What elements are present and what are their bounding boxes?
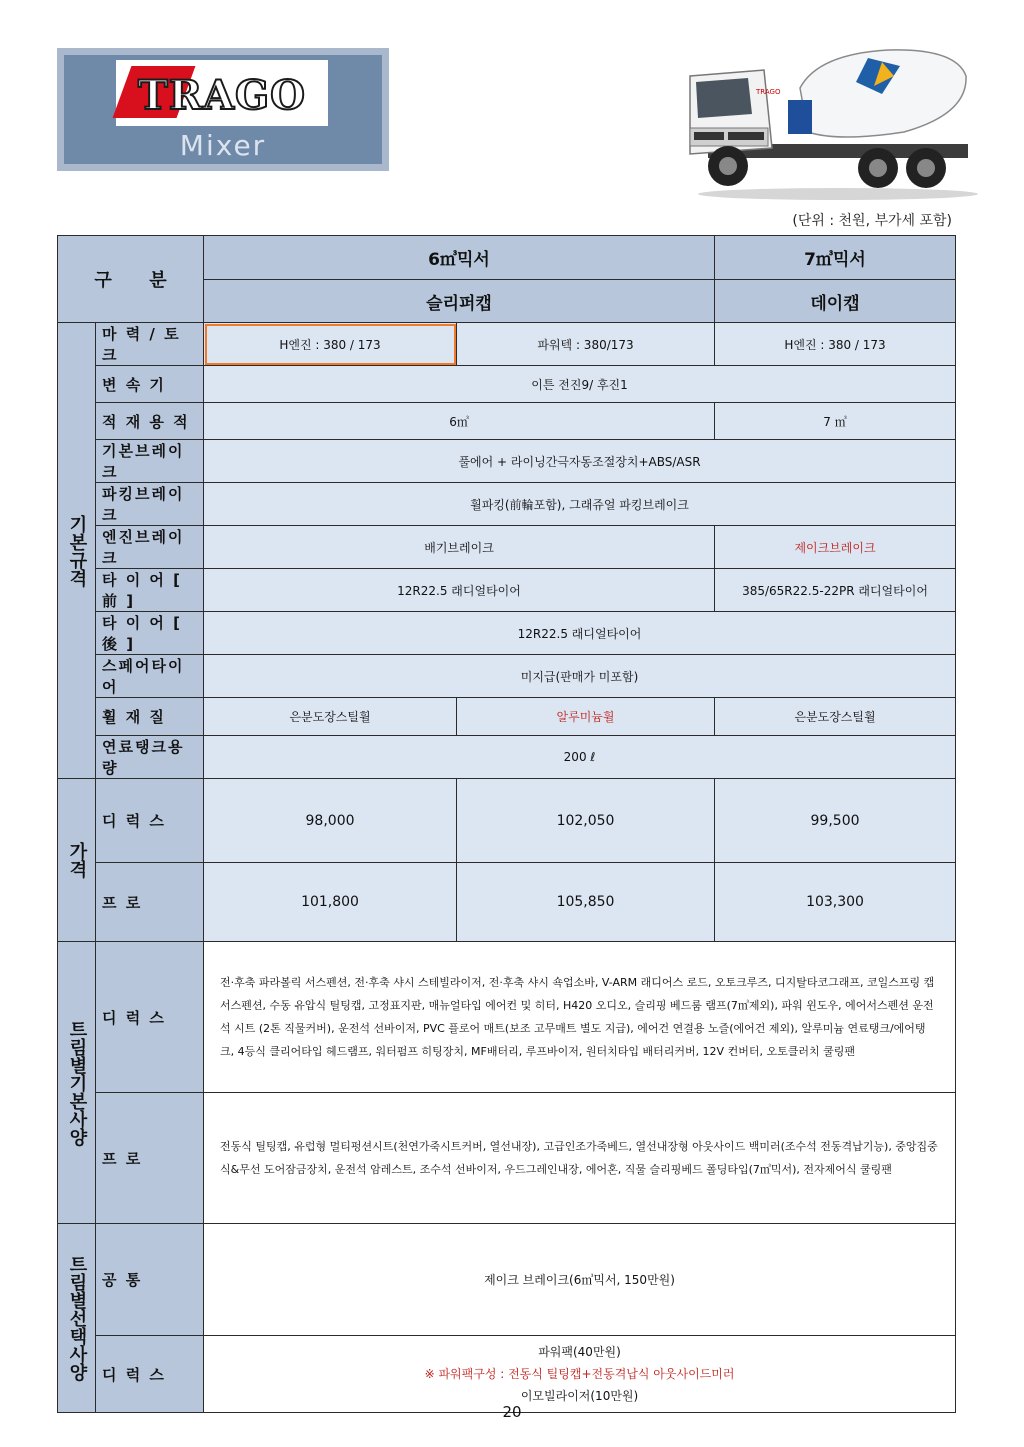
header-day-cab: 데이캡 [715, 280, 956, 323]
power-pack-option: 파워팩(40만원) [538, 1345, 621, 1359]
mixer-truck-image [668, 36, 978, 202]
row-capacity [58, 403, 956, 440]
header-category: 구 분 [58, 236, 204, 323]
service-brake-value: 풀에어 + 라이닝간극자동조절장치+ABS/ASR [204, 440, 956, 483]
row-engine-brake [58, 526, 956, 569]
trim-basic-deluxe-text: 전·후축 파라볼릭 서스펜션, 전·후축 샤시 스테빌라이저, 전·후축 샤시 쇽업소바, V-ARM 래디어스 로드, 오토크루즈, 디지탈타코그래프, 코일스프링 캡서스펜션, 수동 유압식 틸팅캡, 고정표지판, 매뉴얼타입 에어컨 및 히터, H420 오디오, 슬리핑 베드룸 램프(7㎥제외), 파워 윈도우, 에어서스펜션 운전석 시트 (2톤 직물커버), 운전석 선바이저, PVC 플로어 매트(보조 고무매트 별도 지급), 에어건 연결용 노즐(에어건 제외), 알루미늄 연료탱크/에어탱크, 4등식 클리어타입 헤드램프, 워터펌프 히팅장치, MF배터리, 루프바이저, 원터치타입 배터리커버, 12V 컨버터, 오토클러치 쿨링팬 [204, 942, 956, 1093]
label-spare-tire: 스페어타이어 [96, 655, 204, 698]
trim-option-deluxe-cell [204, 1336, 956, 1413]
section-basic-spec [58, 323, 96, 779]
price-pro-7m: 103,300 [715, 863, 956, 942]
svg-text:TRAGO: TRAGO [756, 88, 781, 96]
row-tire-rear [58, 612, 956, 655]
unit-note: (단위 : 천원, 부가세 포함) [792, 213, 952, 229]
product-name: Mixer [179, 129, 267, 162]
row-price-deluxe [58, 779, 956, 863]
row-service-brake [58, 440, 956, 483]
immobilizer-option: 이모빌라이저(10만원) [520, 1389, 639, 1403]
power-7m-h-engine: H엔진 : 380 / 173 [715, 323, 956, 366]
row-power-torque [58, 323, 956, 366]
row-trim-option-common [58, 1224, 956, 1336]
parking-brake-value: 휠파킹(前輪포함), 그래쥬얼 파킹브레이크 [204, 483, 956, 526]
header-6m-mixer: 6㎥믹서 [204, 236, 715, 280]
label-wheel-material: 휠 재 질 [96, 698, 204, 736]
header-7m-mixer: 7㎥믹서 [715, 236, 956, 280]
label-trim-option-common: 공 통 [96, 1224, 204, 1336]
power-pack-note: ※ 파워팩구성 : 전동식 틸팅캡+전동격납식 아웃사이드미러 [424, 1367, 735, 1381]
capacity-7m: 7 ㎥ [715, 403, 956, 440]
label-price-deluxe: 디 럭 스 [96, 779, 204, 863]
fuel-tank-value: 200 ℓ [204, 736, 956, 779]
row-trim-option-deluxe [58, 1336, 956, 1413]
price-pro-6m-a: 101,800 [204, 863, 457, 942]
row-transmission [58, 366, 956, 403]
label-trim-option-deluxe: 디 럭 스 [96, 1336, 204, 1413]
row-fuel-tank [58, 736, 956, 779]
logo-frame [57, 48, 389, 171]
capacity-6m: 6㎥ [204, 403, 715, 440]
brand-name: TRAGO [137, 72, 307, 119]
trim-basic-pro-text: 전동식 틸팅캡, 유럽형 멀티펑션시트(천연가죽시트커버, 열선내장), 고급인조가죽베드, 열선내장형 아웃사이드 백미러(조수석 전동격납기능), 중앙집중식&무선 도어잠금장치, 운전석 암레스트, 조수석 선바이저, 우드그레인내장, 에어혼, 직물 슬리핑베드 폴딩타입(7㎥믹서), 전자제어식 쿨링팬 [204, 1093, 956, 1224]
section-trim-basic [58, 942, 96, 1224]
wheel-7m-steel: 은분도장스틸휠 [715, 698, 956, 736]
power-6m-h-engine: H엔진 : 380 / 173 [204, 323, 457, 366]
spec-table [57, 235, 956, 1413]
row-parking-brake [58, 483, 956, 526]
label-price-pro: 프 로 [96, 863, 204, 942]
label-service-brake: 기본브레이크 [96, 440, 204, 483]
label-fuel-tank: 연료탱크용량 [96, 736, 204, 779]
spare-tire-value: 미지급(판매가 미포함) [204, 655, 956, 698]
tire-front-6m: 12R22.5 래디얼타이어 [204, 569, 715, 612]
label-trim-basic-deluxe: 디 럭 스 [96, 942, 204, 1093]
label-engine-brake: 엔진브레이크 [96, 526, 204, 569]
page-number: 20 [502, 1403, 522, 1421]
brand-logo [116, 60, 328, 126]
label-power-torque: 마 력 / 토 크 [96, 323, 204, 366]
section-trim-option [58, 1224, 96, 1413]
trim-option-common-text: 제이크 브레이크(6㎥믹서, 150만원) [204, 1224, 956, 1336]
label-trim-basic-pro: 프 로 [96, 1093, 204, 1224]
label-tire-rear: 타 이 어 [ 後 ] [96, 612, 204, 655]
label-transmission: 변 속 기 [96, 366, 204, 403]
header-sleeper-cab: 슬리퍼캡 [204, 280, 715, 323]
row-tire-front [58, 569, 956, 612]
price-pro-6m-b: 105,850 [457, 863, 715, 942]
engine-brake-7m: 제이크브레이크 [715, 526, 956, 569]
header-row-model [58, 236, 956, 280]
row-trim-basic-pro [58, 1093, 956, 1224]
price-deluxe-7m: 99,500 [715, 779, 956, 863]
wheel-6m-steel: 은분도장스틸휠 [204, 698, 457, 736]
price-deluxe-6m-b: 102,050 [457, 779, 715, 863]
section-price-label: 가격 [66, 842, 88, 878]
section-price [58, 779, 96, 942]
row-spare-tire [58, 655, 956, 698]
section-trim-basic-label: 트림별기본사양 [66, 1019, 88, 1146]
logo-panel [64, 55, 382, 164]
label-tire-front: 타 이 어 [ 前 ] [96, 569, 204, 612]
row-wheel-material [58, 698, 956, 736]
section-basic-label: 기본규격 [66, 514, 88, 587]
price-deluxe-6m-a: 98,000 [204, 779, 457, 863]
power-6m-powertec: 파워텍 : 380/173 [457, 323, 715, 366]
label-parking-brake: 파킹브레이크 [96, 483, 204, 526]
tire-front-7m: 385/65R22.5-22PR 래디얼타이어 [715, 569, 956, 612]
row-price-pro [58, 863, 956, 942]
tire-rear-value: 12R22.5 래디얼타이어 [204, 612, 956, 655]
transmission-value: 이튼 전진9/ 후진1 [204, 366, 956, 403]
section-trim-option-label: 트림별선택사양 [66, 1255, 88, 1381]
label-capacity: 적 재 용 적 [96, 403, 204, 440]
engine-brake-6m: 배기브레이크 [204, 526, 715, 569]
row-trim-basic-deluxe [58, 942, 956, 1093]
wheel-6m-aluminum: 알루미늄휠 [457, 698, 715, 736]
